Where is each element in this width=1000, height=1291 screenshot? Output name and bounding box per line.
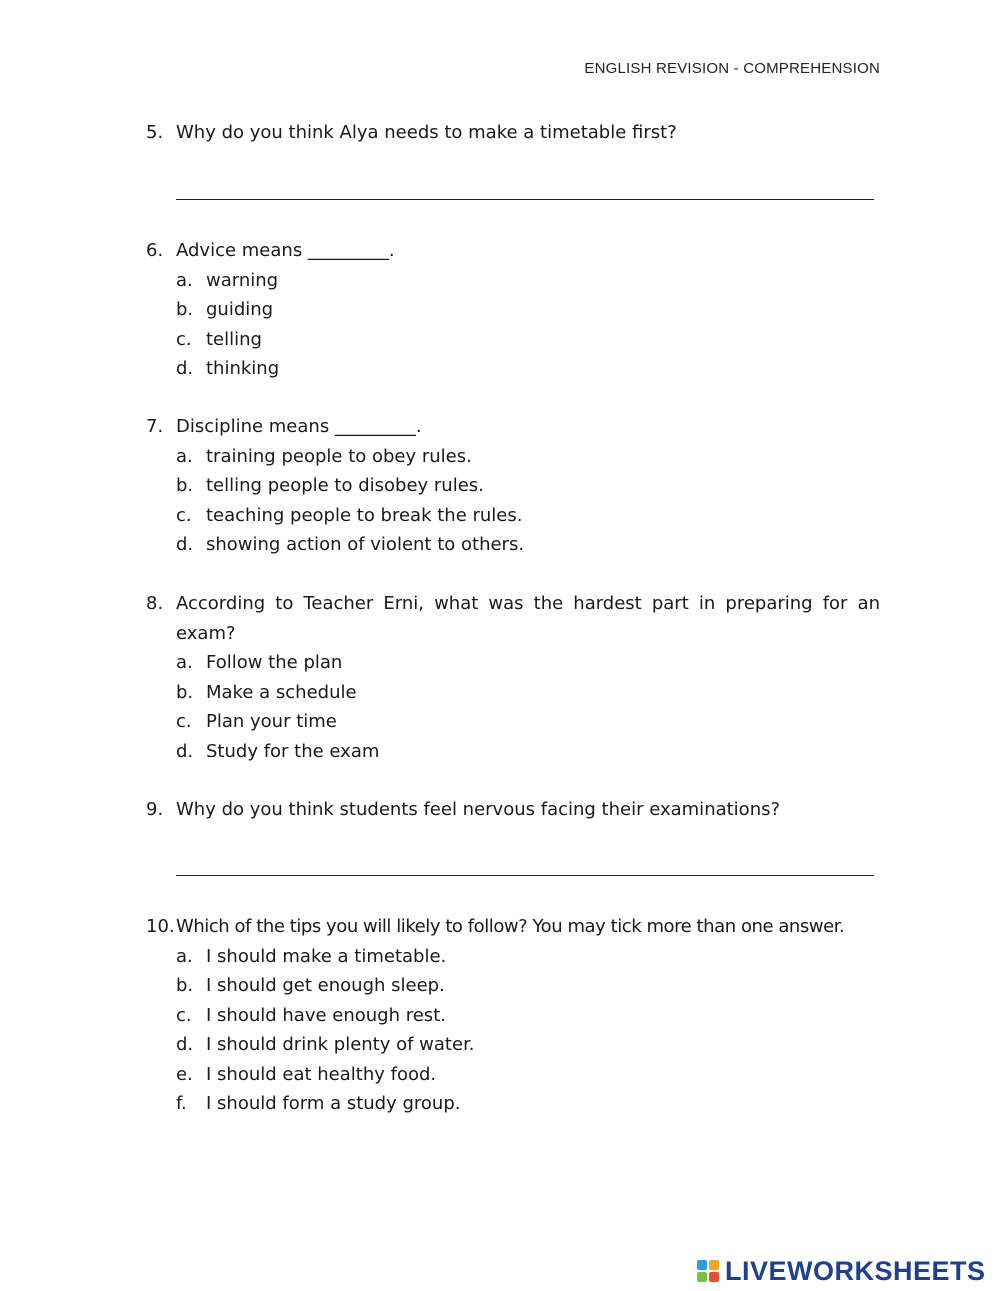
option-b[interactable]: b. Make a schedule: [176, 681, 357, 703]
option-a[interactable]: a. training people to obey rules.: [176, 445, 472, 467]
option-c[interactable]: c. Plan your time: [176, 711, 337, 732]
logo-square: [709, 1260, 719, 1270]
option-e[interactable]: e. I should eat healthy food.: [176, 1063, 437, 1085]
question-text: According to Teacher Erni, what was the hardest part in preparing for an exam?: [176, 593, 880, 644]
option-b[interactable]: b. telling people to disobey rules.: [176, 475, 484, 496]
question-number: 6.: [146, 240, 164, 261]
option-b[interactable]: b. guiding: [176, 299, 274, 320]
option-a[interactable]: a. Follow the plan: [176, 652, 343, 673]
question-text: Why do you think Alya needs to make a timetable first?: [176, 122, 677, 143]
option-f[interactable]: f. I should form a study group.: [176, 1093, 461, 1114]
logo-square: [697, 1260, 707, 1270]
logo-square: [709, 1272, 719, 1282]
logo-icon: [697, 1260, 719, 1282]
option-c[interactable]: c. I should have enough rest.: [176, 1004, 446, 1026]
answer-line-5[interactable]: [176, 199, 874, 200]
question-7: [146, 412, 880, 560]
option-a[interactable]: a. warning: [176, 269, 279, 291]
question-number: 9.: [146, 799, 164, 820]
option-c[interactable]: c. telling: [176, 328, 262, 350]
logo-square: [697, 1272, 707, 1282]
question-text: Advice means _________.: [176, 240, 395, 261]
option-d[interactable]: d. showing action of violent to others.: [176, 534, 525, 555]
option-d[interactable]: d. Study for the exam: [176, 740, 380, 762]
question-number: 8.: [146, 593, 164, 614]
question-number: 7.: [146, 416, 164, 437]
option-b[interactable]: b. I should get enough sleep.: [176, 975, 445, 996]
question-9: [146, 795, 880, 825]
question-10: [146, 912, 880, 1119]
option-a[interactable]: a. I should make a timetable.: [176, 945, 447, 967]
question-8: [146, 589, 880, 766]
question-text: Which of the tips you will likely to follow? You may tick more than one answer.: [176, 916, 845, 937]
question-number: 5.: [146, 122, 164, 143]
question-6: [146, 236, 880, 384]
logo-text: LIVEWORKSHEETS: [725, 1255, 986, 1286]
question-text: Discipline means _________.: [176, 416, 422, 437]
option-c[interactable]: c. teaching people to break the rules.: [176, 504, 523, 526]
liveworksheets-logo: [697, 1256, 986, 1286]
answer-line-9[interactable]: [176, 875, 874, 876]
question-number: 10.: [146, 916, 175, 937]
option-d[interactable]: d. thinking: [176, 358, 280, 379]
question-5: [146, 118, 880, 148]
option-d[interactable]: d. I should drink plenty of water.: [176, 1034, 475, 1055]
question-text: Why do you think students feel nervous facing their examinations?: [176, 799, 781, 820]
page-header: ENGLISH REVISION - COMPREHENSION: [584, 60, 880, 77]
